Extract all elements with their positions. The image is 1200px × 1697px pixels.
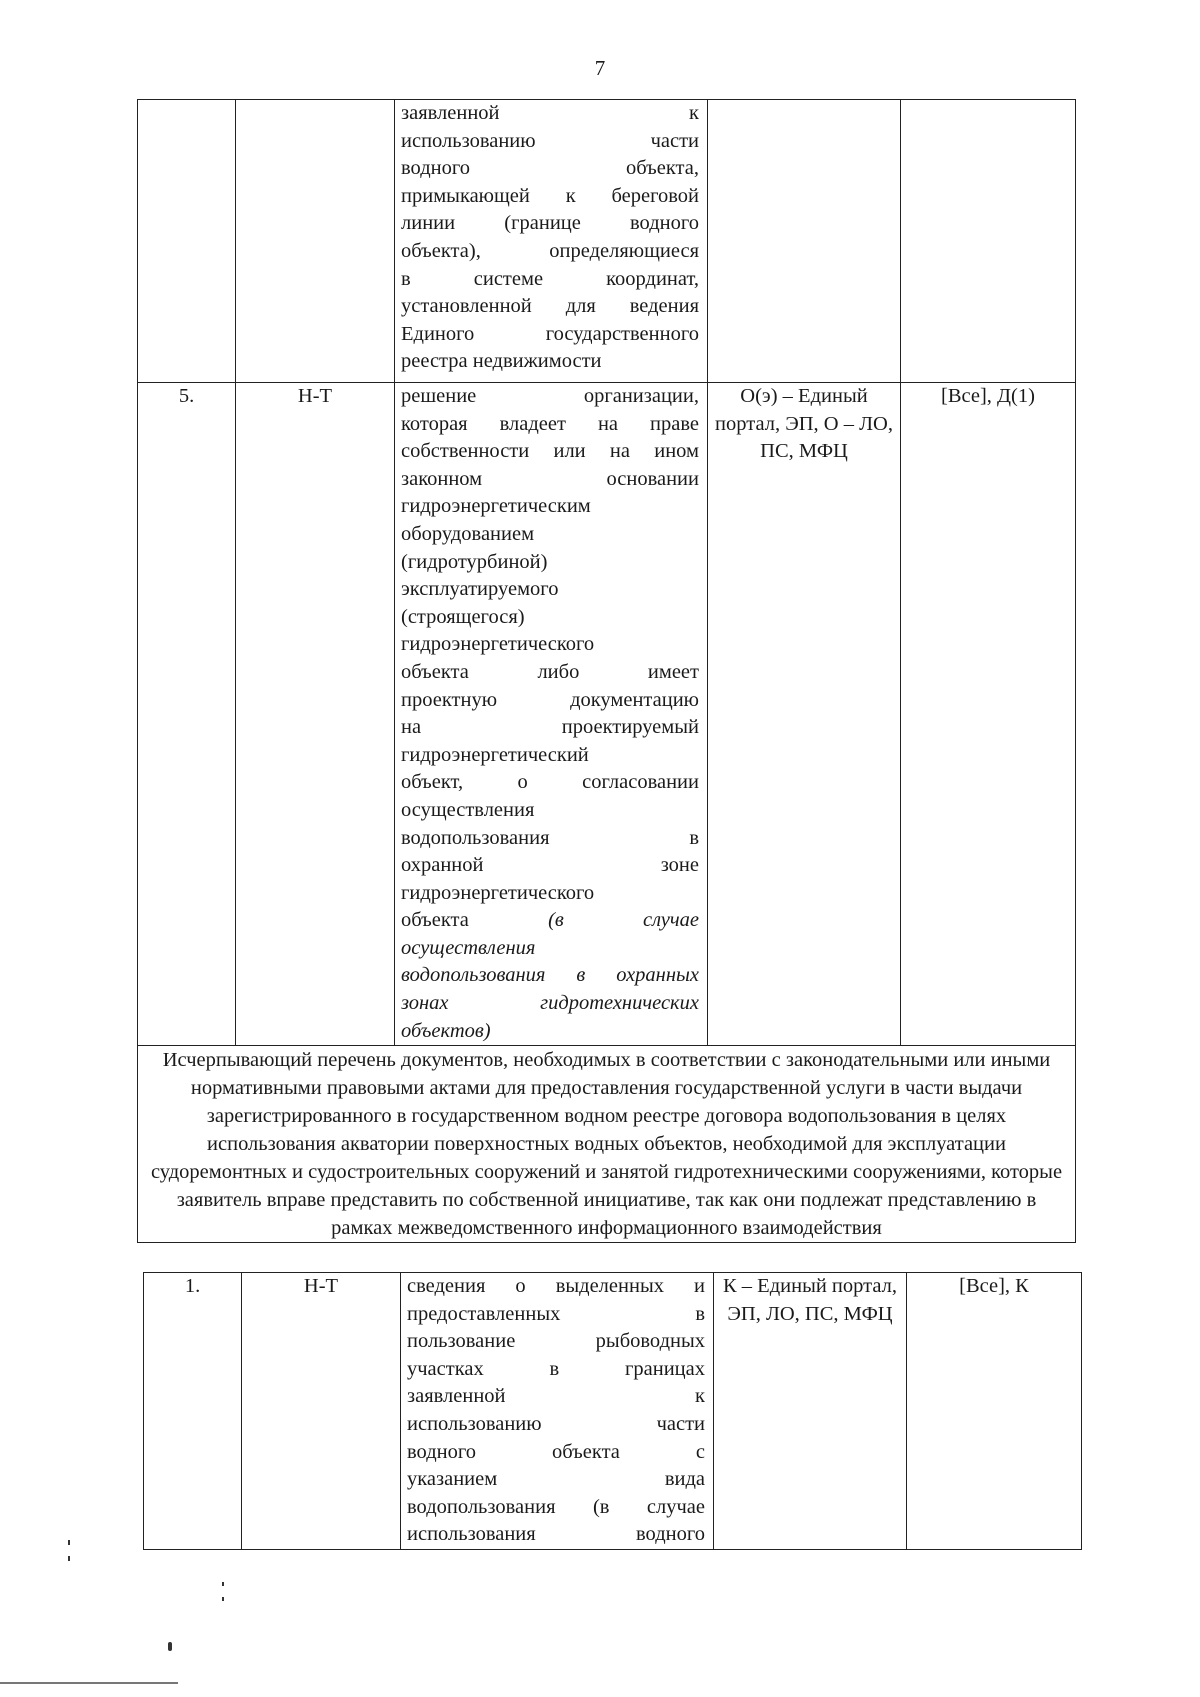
documents-table-lower xyxy=(143,1272,1082,1550)
code-cell xyxy=(236,100,395,383)
row-number: 5. xyxy=(138,383,236,1046)
text-line xyxy=(401,825,699,853)
word: решение xyxy=(401,385,477,407)
text-line xyxy=(401,321,699,349)
text-line: оборудованием xyxy=(401,522,535,545)
text-line xyxy=(401,100,699,128)
page-number: 7 xyxy=(594,56,606,80)
word: собственности xyxy=(401,440,530,463)
text-line xyxy=(401,210,699,238)
text-line xyxy=(401,962,699,990)
text-line xyxy=(401,128,699,156)
text-line: осуществления xyxy=(401,798,535,821)
word: границах xyxy=(624,1357,705,1380)
word: или xyxy=(553,440,586,463)
word: владеет xyxy=(499,412,566,435)
text-line: гидроэнергетического xyxy=(401,881,595,904)
word: вида xyxy=(664,1468,705,1491)
word: с xyxy=(695,1440,705,1463)
word: в xyxy=(695,1302,705,1325)
word: государственного xyxy=(545,322,699,345)
text-line: гидроэнергетическим xyxy=(401,495,591,518)
word: законном xyxy=(401,467,483,490)
text-line xyxy=(401,238,699,266)
word: Единого xyxy=(401,322,475,345)
text-line xyxy=(401,907,699,935)
text-line: (строящегося) xyxy=(401,605,525,628)
word: водного xyxy=(630,212,699,235)
word: согласовании xyxy=(582,771,699,794)
word: координат, xyxy=(606,267,699,290)
word: (в xyxy=(548,909,564,932)
word: пользование xyxy=(407,1330,516,1353)
text-line xyxy=(401,990,699,1018)
word: зоне xyxy=(660,854,699,877)
section-heading: Исчерпывающий перечень документов, необходимых в соответствии с законодательными или иными нормативными правовыми актами для предоставления государственной услуги в части выдачи зарегистрированного в государственном водном реестре договора водопользования в целях использования акватории поверхностных водных объектов, необходимой для эксплуатации судоремонтных и судостроительных сооружений и занятой гидротехническими сооружениями, которые заявитель вправе представить по собственной инициативе, так как они подлежат представлению в рамках межведомственного информационного взаимодействия xyxy=(138,1046,1076,1243)
word: объекта, xyxy=(626,157,699,180)
word: в xyxy=(689,826,699,849)
word: сведения xyxy=(407,1275,486,1297)
submission-methods: О(э) – Единый портал, ЭП, О – ЛО, ПС, МФЦ xyxy=(708,383,901,1046)
text-line: гидроэнергетический xyxy=(401,743,589,766)
document-description-cell xyxy=(401,1273,714,1550)
text-line xyxy=(407,1439,705,1467)
word: установленной xyxy=(401,295,532,318)
word: объекта xyxy=(401,909,469,932)
word: в xyxy=(576,964,586,987)
document-code: Н-Т xyxy=(236,383,395,1046)
documents-table-upper xyxy=(137,99,1076,1243)
number-cell xyxy=(138,100,236,383)
word: к xyxy=(689,102,699,124)
word: объекта xyxy=(401,660,469,683)
text-line xyxy=(407,1328,705,1356)
word: о xyxy=(515,1275,526,1297)
word: объекта), xyxy=(401,239,481,262)
word: водного xyxy=(401,157,470,180)
text-line xyxy=(407,1273,705,1301)
text-line: осуществления xyxy=(401,936,536,959)
word: основании xyxy=(606,467,699,490)
row-number: 1. xyxy=(144,1273,242,1550)
word: водопользования xyxy=(407,1495,556,1518)
word: определяющиеся xyxy=(549,239,699,262)
word: случае xyxy=(646,1495,705,1518)
word: охранных xyxy=(616,964,699,987)
word: водопользования xyxy=(401,826,550,849)
word: на xyxy=(609,440,630,463)
word: выделенных xyxy=(555,1275,664,1297)
word: участках xyxy=(407,1357,484,1380)
word: предоставленных xyxy=(407,1302,561,1325)
word: ведения xyxy=(629,295,699,318)
document-description-continued xyxy=(401,100,699,376)
word: к xyxy=(695,1385,705,1408)
word: береговой xyxy=(611,184,699,207)
word: к xyxy=(565,184,576,207)
text-line xyxy=(407,1411,705,1439)
word: ином xyxy=(654,440,699,463)
scan-mark xyxy=(222,1582,224,1586)
word: заявленной xyxy=(401,102,500,124)
word: на xyxy=(401,716,422,739)
text-line xyxy=(401,183,699,211)
text-line xyxy=(401,293,699,321)
text-line xyxy=(407,1466,705,1494)
word: объект, xyxy=(401,771,464,794)
text-line xyxy=(401,411,699,439)
word: праве xyxy=(650,412,699,435)
word: объекта xyxy=(552,1440,620,1463)
submission-methods: К – Единый портал, ЭП, ЛО, ПС, МФЦ xyxy=(714,1273,907,1550)
document-description xyxy=(407,1273,705,1549)
word: указанием xyxy=(407,1468,498,1491)
word: заявленной xyxy=(407,1385,506,1408)
text-line xyxy=(401,714,699,742)
word: части xyxy=(656,1412,705,1435)
text-line xyxy=(407,1356,705,1384)
word: для xyxy=(565,295,596,318)
word: рыбоводных xyxy=(595,1330,705,1353)
section-heading-row xyxy=(138,1046,1076,1243)
word: гидротехнических xyxy=(540,992,699,1015)
applicants-cell xyxy=(901,100,1076,383)
word: (в xyxy=(592,1495,610,1518)
text-line xyxy=(407,1521,705,1549)
word: случае xyxy=(643,909,699,932)
word: (границе xyxy=(504,212,581,235)
text-line xyxy=(401,266,699,294)
word: водного xyxy=(636,1523,705,1546)
word: на xyxy=(597,412,619,435)
word: зонах xyxy=(401,992,449,1015)
word: в xyxy=(549,1357,560,1380)
text-line xyxy=(401,659,699,687)
word: либо xyxy=(537,660,580,683)
word: использования xyxy=(407,1523,536,1546)
word: системе xyxy=(473,267,544,290)
text-line: реестра недвижимости xyxy=(401,350,602,373)
text-line xyxy=(401,466,699,494)
word: части xyxy=(650,129,699,152)
word: о xyxy=(517,771,528,794)
word: водного xyxy=(407,1440,476,1463)
scan-mark xyxy=(222,1597,224,1601)
text-line: гидроэнергетического xyxy=(401,633,595,656)
text-line xyxy=(401,155,699,183)
text-line: (гидротурбиной) xyxy=(401,550,548,573)
word: линии xyxy=(401,212,456,235)
document-description-cell xyxy=(395,383,708,1046)
word: и xyxy=(694,1275,705,1297)
text-line: объектов) xyxy=(401,1019,491,1042)
text-line xyxy=(407,1383,705,1411)
document-description-cell xyxy=(395,100,708,383)
document-code: Н-Т xyxy=(242,1273,401,1550)
methods-cell xyxy=(708,100,901,383)
scan-mark xyxy=(68,1556,70,1561)
word: водопользования xyxy=(401,964,546,987)
text-line xyxy=(401,383,699,411)
word: охранной xyxy=(401,854,484,877)
document-description xyxy=(401,383,699,1045)
text-line xyxy=(407,1301,705,1329)
word: в xyxy=(401,267,411,290)
text-line xyxy=(407,1494,705,1522)
word: проектную xyxy=(401,688,498,711)
word: использованию xyxy=(407,1412,542,1435)
word: использованию xyxy=(401,129,536,152)
word: организации, xyxy=(583,385,699,407)
word: документацию xyxy=(570,688,699,711)
applicant-categories: [Все], К xyxy=(907,1273,1082,1550)
text-line xyxy=(401,852,699,880)
text-line xyxy=(401,687,699,715)
text-line xyxy=(401,438,699,466)
applicant-categories: [Все], Д(1) xyxy=(901,383,1076,1046)
table-row-1 xyxy=(144,1273,1082,1550)
word: проектируемый xyxy=(561,716,699,739)
scan-mark xyxy=(0,1682,178,1684)
scan-mark xyxy=(168,1642,172,1651)
table-row-continued xyxy=(138,100,1076,383)
word: примыкающей xyxy=(401,184,530,207)
text-line: эксплуатируемого xyxy=(401,578,559,601)
word: имеет xyxy=(647,660,699,683)
table-row-5 xyxy=(138,383,1076,1046)
scan-mark xyxy=(68,1540,70,1545)
text-line xyxy=(401,769,699,797)
word: которая xyxy=(401,412,468,435)
